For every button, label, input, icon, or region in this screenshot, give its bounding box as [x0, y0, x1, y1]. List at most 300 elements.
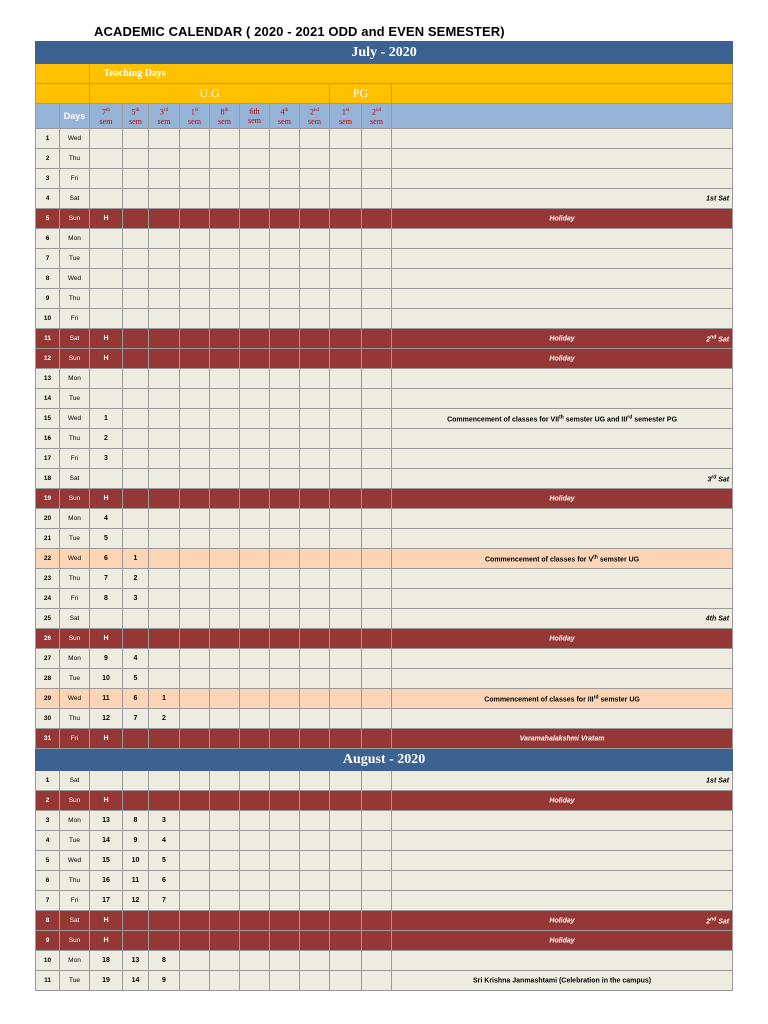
teaching-day-count [123, 489, 149, 509]
teaching-day-count [90, 609, 123, 629]
teaching-day-count [362, 429, 392, 449]
remark-cell [392, 811, 733, 831]
teaching-day-count [270, 149, 300, 169]
remark-cell [392, 509, 733, 529]
teaching-day-count [300, 249, 330, 269]
month-header [36, 749, 733, 771]
remark-cell [392, 349, 733, 369]
calendar-row [36, 609, 733, 629]
date-cell: 28 [36, 669, 60, 689]
date-cell: 17 [36, 449, 60, 469]
teaching-day-count [362, 189, 392, 209]
teaching-day-count [240, 689, 270, 709]
semester-header: 4th sem [270, 104, 300, 129]
event-label-sup: th [593, 553, 598, 560]
weekday-cell: Sun [60, 349, 90, 369]
teaching-day-count [240, 831, 270, 851]
teaching-day-count [240, 449, 270, 469]
teaching-day-count: 6 [123, 689, 149, 709]
teaching-day-count [300, 891, 330, 911]
remark-cell [392, 229, 733, 249]
teaching-day-count: H [90, 911, 123, 931]
teaching-day-count [300, 409, 330, 429]
weekday-cell: Sun [60, 629, 90, 649]
teaching-day-count [90, 149, 123, 169]
teaching-day-count [123, 771, 149, 791]
teaching-day-count [270, 831, 300, 851]
teaching-day-count [330, 369, 362, 389]
teaching-day-count [240, 791, 270, 811]
teaching-day-count [330, 349, 362, 369]
weekday-cell: Thu [60, 709, 90, 729]
date-cell: 10 [36, 951, 60, 971]
remark-cell [392, 791, 733, 811]
remark-cell [392, 971, 733, 991]
calendar-row [36, 851, 733, 871]
teaching-day-count [240, 409, 270, 429]
date-cell: 18 [36, 469, 60, 489]
calendar-row [36, 629, 733, 649]
calendar-row [36, 569, 733, 589]
calendar-row [36, 409, 733, 429]
teaching-day-count: 12 [90, 709, 123, 729]
calendar-row [36, 709, 733, 729]
teaching-day-count [210, 409, 240, 429]
teaching-day-count [123, 629, 149, 649]
teaching-day-count [210, 289, 240, 309]
teaching-day-count [240, 771, 270, 791]
teaching-day-count [362, 609, 392, 629]
remark-cell [392, 549, 733, 569]
header-blank [392, 84, 733, 104]
saturday-label: 2nd Sat [706, 915, 730, 926]
teaching-day-count [300, 771, 330, 791]
teaching-day-count [270, 369, 300, 389]
teaching-day-count [180, 911, 210, 931]
teaching-day-count [300, 851, 330, 871]
remark-cell [392, 689, 733, 709]
teaching-day-count [330, 269, 362, 289]
teaching-day-count [300, 931, 330, 951]
teaching-day-count [90, 369, 123, 389]
teaching-day-count [210, 609, 240, 629]
semester-header: 7th sem [90, 104, 123, 129]
date-cell: 19 [36, 489, 60, 509]
teaching-day-count [210, 429, 240, 449]
teaching-day-count [300, 169, 330, 189]
teaching-day-count [149, 369, 180, 389]
weekday-cell: Thu [60, 871, 90, 891]
semester-header-sup: rd [163, 108, 169, 114]
teaching-day-count [300, 429, 330, 449]
calendar-row [36, 649, 733, 669]
teaching-day-count [330, 669, 362, 689]
remark-cell [392, 649, 733, 669]
ug-label: U.G [90, 84, 330, 104]
teaching-day-count [210, 891, 240, 911]
teaching-day-count [210, 369, 240, 389]
teaching-day-count [149, 609, 180, 629]
calendar-row [36, 309, 733, 329]
teaching-day-count [180, 229, 210, 249]
date-cell: 23 [36, 569, 60, 589]
calendar-row [36, 209, 733, 229]
teaching-day-count [149, 269, 180, 289]
remark-cell [392, 409, 733, 429]
teaching-day-count [240, 931, 270, 951]
teaching-day-count [210, 469, 240, 489]
weekday-cell: Wed [60, 549, 90, 569]
calendar-row [36, 129, 733, 149]
teaching-day-count: H [90, 629, 123, 649]
teaching-day-count [330, 709, 362, 729]
teaching-day-count [90, 389, 123, 409]
teaching-day-count: 14 [123, 971, 149, 991]
teaching-day-count: H [90, 931, 123, 951]
date-cell: 16 [36, 429, 60, 449]
date-cell: 1 [36, 129, 60, 149]
weekday-cell: Sun [60, 209, 90, 229]
teaching-day-count: 1 [123, 549, 149, 569]
teaching-day-count [300, 449, 330, 469]
teaching-day-count [330, 169, 362, 189]
teaching-day-count [362, 409, 392, 429]
teaching-day-count [300, 811, 330, 831]
event-label: Commencement of classes for Vth semster UG [484, 553, 640, 564]
teaching-day-count: H [90, 329, 123, 349]
teaching-day-count [270, 529, 300, 549]
event-label: Varamahalakshmi Vratam [519, 735, 605, 742]
date-cell: 30 [36, 709, 60, 729]
teaching-day-count [362, 669, 392, 689]
teaching-day-count [330, 609, 362, 629]
calendar-row [36, 811, 733, 831]
teaching-day-count [300, 589, 330, 609]
teaching-day-count [180, 629, 210, 649]
semester-header-sup: nd [314, 108, 319, 114]
teaching-day-count [270, 129, 300, 149]
header-blank [180, 64, 733, 84]
teaching-day-count [240, 851, 270, 871]
teaching-day-count [300, 649, 330, 669]
teaching-day-count [123, 309, 149, 329]
teaching-day-count [149, 489, 180, 509]
teaching-day-count [362, 831, 392, 851]
teaching-day-count [270, 811, 300, 831]
teaching-day-count [362, 169, 392, 189]
teaching-day-count [210, 729, 240, 749]
teaching-day-count [330, 509, 362, 529]
teaching-day-count [149, 791, 180, 811]
teaching-day-count [90, 229, 123, 249]
teaching-day-count [330, 911, 362, 931]
calendar-row [36, 289, 733, 309]
teaching-day-count [362, 469, 392, 489]
teaching-day-count [149, 589, 180, 609]
semester-header-sup: th [284, 108, 289, 114]
weekday-cell: Thu [60, 429, 90, 449]
teaching-day-count [123, 931, 149, 951]
remark-cell [392, 951, 733, 971]
teaching-day-count [149, 771, 180, 791]
date-cell: 11 [36, 971, 60, 991]
teaching-day-count [270, 931, 300, 951]
teaching-day-count [240, 389, 270, 409]
teaching-day-count [300, 831, 330, 851]
teaching-day-count: 12 [123, 891, 149, 911]
date-cell: 3 [36, 811, 60, 831]
teaching-day-count: 9 [123, 831, 149, 851]
teaching-day-count [180, 269, 210, 289]
teaching-day-count [180, 669, 210, 689]
teaching-day-count [240, 189, 270, 209]
teaching-day-count [270, 489, 300, 509]
teaching-day-count [123, 189, 149, 209]
teaching-day-count [180, 129, 210, 149]
teaching-day-count [180, 811, 210, 831]
teaching-day-count [270, 669, 300, 689]
teaching-day-count [210, 771, 240, 791]
teaching-day-count [362, 811, 392, 831]
teaching-day-count [362, 569, 392, 589]
calendar-row [36, 349, 733, 369]
weekday-cell: Fri [60, 729, 90, 749]
event-label: Commencement of classes for IIIrd semster UG [484, 693, 640, 704]
teaching-day-count [123, 249, 149, 269]
teaching-day-count [240, 629, 270, 649]
teaching-day-count [330, 309, 362, 329]
remark-cell [392, 489, 733, 509]
teaching-day-count [210, 389, 240, 409]
teaching-day-count [362, 489, 392, 509]
teaching-day-count [330, 409, 362, 429]
teaching-day-count [240, 489, 270, 509]
teaching-day-count [180, 689, 210, 709]
teaching-day-count [270, 349, 300, 369]
teaching-day-count [300, 549, 330, 569]
teaching-day-count [240, 669, 270, 689]
weekday-cell: Sun [60, 791, 90, 811]
weekday-cell: Fri [60, 169, 90, 189]
teaching-day-count [270, 389, 300, 409]
event-label-sup: rd [627, 413, 633, 420]
weekday-cell: Fri [60, 589, 90, 609]
teaching-day-count [180, 569, 210, 589]
teaching-day-count [300, 529, 330, 549]
teaching-day-count [330, 589, 362, 609]
teaching-day-count: 19 [90, 971, 123, 991]
teaching-day-count [240, 249, 270, 269]
teaching-day-count: 1 [90, 409, 123, 429]
teaching-day-count [330, 389, 362, 409]
month-title: August - 2020 [36, 749, 733, 771]
date-cell: 2 [36, 149, 60, 169]
teaching-day-count [210, 309, 240, 329]
date-cell: 7 [36, 891, 60, 911]
teaching-day-count: 11 [90, 689, 123, 709]
teaching-day-count [240, 349, 270, 369]
teaching-day-count [210, 831, 240, 851]
teaching-day-count: 5 [90, 529, 123, 549]
teaching-day-count [123, 409, 149, 429]
remark-cell [392, 309, 733, 329]
teaching-day-count: 2 [90, 429, 123, 449]
teaching-day-count [362, 689, 392, 709]
teaching-day-count [123, 429, 149, 449]
teaching-day-count [123, 289, 149, 309]
teaching-day-count [270, 309, 300, 329]
date-cell: 7 [36, 249, 60, 269]
teaching-day-count [270, 689, 300, 709]
teaching-day-count [149, 529, 180, 549]
date-cell: 12 [36, 349, 60, 369]
date-cell: 5 [36, 209, 60, 229]
weekday-cell: Mon [60, 951, 90, 971]
calendar-row [36, 689, 733, 709]
teaching-day-count [300, 189, 330, 209]
teaching-day-count [123, 729, 149, 749]
weekday-cell: Tue [60, 831, 90, 851]
teaching-day-count: 14 [90, 831, 123, 851]
teaching-day-count [180, 871, 210, 891]
remark-cell [392, 669, 733, 689]
calendar-row [36, 931, 733, 951]
remark-cell [392, 911, 733, 931]
teaching-day-count [180, 831, 210, 851]
teaching-day-count: 7 [123, 709, 149, 729]
weekday-cell: Fri [60, 309, 90, 329]
teaching-day-count [300, 309, 330, 329]
teaching-day-count [149, 629, 180, 649]
teaching-day-count [330, 129, 362, 149]
teaching-day-count [270, 209, 300, 229]
teaching-day-count [270, 871, 300, 891]
teaching-day-count [180, 791, 210, 811]
teaching-day-count [300, 871, 330, 891]
teaching-day-count: 9 [90, 649, 123, 669]
teaching-day-count [240, 509, 270, 529]
teaching-day-count [180, 529, 210, 549]
calendar-row [36, 189, 733, 209]
calendar-row [36, 529, 733, 549]
remark-cell [392, 389, 733, 409]
teaching-day-count [180, 589, 210, 609]
calendar-row [36, 169, 733, 189]
teaching-day-count [123, 509, 149, 529]
header-blank [36, 84, 90, 104]
calendar-row [36, 911, 733, 931]
remark-cell [392, 369, 733, 389]
teaching-day-count [123, 369, 149, 389]
teaching-day-count [270, 609, 300, 629]
teaching-day-count [180, 891, 210, 911]
teaching-day-count [300, 569, 330, 589]
teaching-day-count: 2 [149, 709, 180, 729]
teaching-day-count [362, 649, 392, 669]
saturday-label-sup: rd [711, 473, 717, 480]
teaching-day-count [149, 569, 180, 589]
teaching-day-count [270, 951, 300, 971]
teaching-day-count [90, 269, 123, 289]
weekday-cell: Tue [60, 529, 90, 549]
teaching-day-count [330, 771, 362, 791]
teaching-day-count [210, 931, 240, 951]
teaching-day-count [123, 911, 149, 931]
remark-cell [392, 729, 733, 749]
teaching-day-count: 7 [90, 569, 123, 589]
teaching-day-count [123, 209, 149, 229]
teaching-day-count [149, 931, 180, 951]
teaching-day-count: 4 [90, 509, 123, 529]
teaching-day-count [330, 189, 362, 209]
teaching-day-count [123, 349, 149, 369]
teaching-day-count [270, 851, 300, 871]
calendar-row [36, 509, 733, 529]
teaching-day-count [180, 429, 210, 449]
teaching-day-count [270, 971, 300, 991]
teaching-day-count [300, 609, 330, 629]
teaching-day-count [210, 509, 240, 529]
teaching-day-count [330, 649, 362, 669]
teaching-day-count: 2 [123, 569, 149, 589]
weekday-cell: Thu [60, 569, 90, 589]
semester-header-sup: st [345, 108, 350, 114]
calendar-row [36, 329, 733, 349]
weekday-cell: Wed [60, 269, 90, 289]
teaching-day-count [270, 449, 300, 469]
header-blank [36, 64, 90, 84]
teaching-days-row [36, 64, 733, 84]
teaching-day-count: 18 [90, 951, 123, 971]
teaching-day-count [210, 129, 240, 149]
teaching-day-count [362, 911, 392, 931]
saturday-label: 3rd Sat [707, 473, 730, 484]
teaching-day-count [362, 449, 392, 469]
remark-cell [392, 831, 733, 851]
teaching-day-count [362, 971, 392, 991]
teaching-day-count [180, 489, 210, 509]
teaching-day-count: 15 [90, 851, 123, 871]
teaching-day-count [180, 369, 210, 389]
teaching-day-count [270, 791, 300, 811]
teaching-day-count: 10 [123, 851, 149, 871]
teaching-day-count [330, 489, 362, 509]
teaching-day-count: H [90, 349, 123, 369]
teaching-day-count [330, 429, 362, 449]
weekday-cell: Thu [60, 149, 90, 169]
saturday-label-sup: nd [710, 915, 717, 922]
semester-header: 1st sem [330, 104, 362, 129]
teaching-day-count [210, 871, 240, 891]
teaching-day-count: 13 [90, 811, 123, 831]
teaching-day-count [362, 851, 392, 871]
month-title: July - 2020 [36, 42, 733, 64]
calendar-row [36, 771, 733, 791]
teaching-day-count [300, 951, 330, 971]
teaching-day-count [330, 549, 362, 569]
teaching-day-count [270, 289, 300, 309]
teaching-day-count [362, 229, 392, 249]
calendar-row [36, 549, 733, 569]
teaching-day-count [362, 951, 392, 971]
header-blank [36, 104, 60, 129]
weekday-cell: Mon [60, 229, 90, 249]
teaching-day-count [180, 549, 210, 569]
semester-header-sup: th [224, 108, 229, 114]
teaching-day-count [210, 529, 240, 549]
teaching-day-count [210, 149, 240, 169]
remark-cell [392, 329, 733, 349]
